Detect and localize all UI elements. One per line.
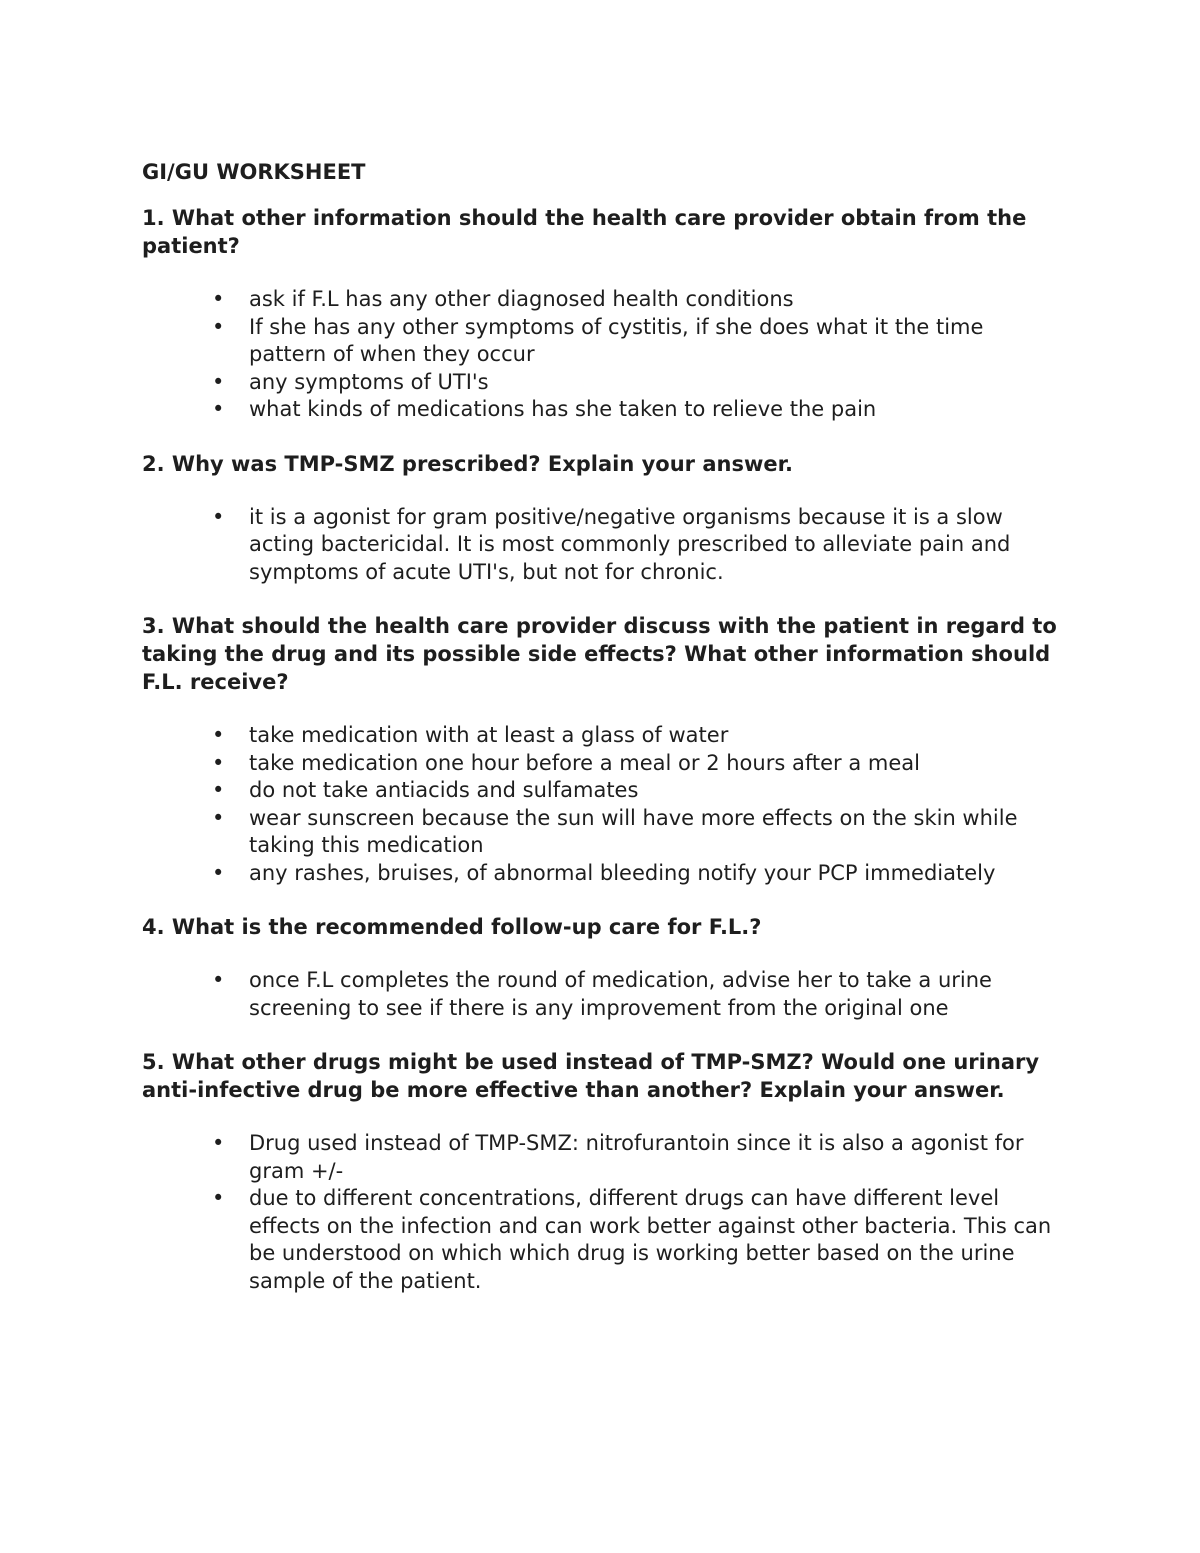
list-item: [142, 750, 1062, 778]
answer-text: take medication with at least a glass of water: [249, 723, 729, 747]
answer-list-2: [142, 504, 1062, 587]
answer-text: take medication one hour before a meal or 2 hours after a meal: [249, 750, 920, 775]
answer-list-5: [142, 1130, 1062, 1295]
bullet-icon: •: [212, 750, 225, 775]
question-4: 4. What is the recommended follow-up care for F.L.?: [142, 915, 762, 939]
bullet-icon: •: [212, 314, 225, 339]
list-item: [142, 396, 1062, 424]
question-5: 5. What other drugs might be used instead of TMP-SMZ? Would one urinary anti-infective drug be more effective than another? Explain your answer.: [142, 1050, 1040, 1102]
question-2: 2. Why was TMP-SMZ prescribed? Explain your answer.: [142, 451, 793, 476]
list-item: [142, 860, 1062, 888]
answer-text: once F.L completes the round of medication, advise her to take a urine screening to see if there is any improvement from the original one: [249, 968, 992, 1020]
section-1: [142, 204, 1062, 424]
list-item: [142, 1130, 1062, 1185]
section-3: [142, 612, 1062, 887]
answer-list-1: [142, 286, 1062, 424]
bullet-icon: •: [212, 860, 225, 885]
answer-text: If she has any other symptoms of cystitis, if she does what it the time pattern of when they occur: [249, 314, 984, 366]
bullet-icon: •: [212, 369, 225, 394]
answer-text: do not take antiacids and sulfamates: [249, 778, 639, 802]
answer-text: any symptoms of UTI's: [249, 369, 489, 394]
answer-text: wear sunscreen because the sun will have more effects on the skin while taking this medication: [249, 805, 1018, 857]
bullet-icon: •: [212, 1186, 225, 1210]
answer-text: due to different concentrations, different drugs can have different level effects on the infection and can work better against other bacteria. This can be understood on which which drug is working better based on the urine sample of the patient.: [249, 1186, 1052, 1293]
bullet-icon: •: [212, 723, 225, 747]
answer-text: Drug used instead of TMP-SMZ: nitrofurantoin since it is also a agonist for gram +/-: [249, 1131, 1024, 1183]
list-item: [142, 369, 1062, 397]
bullet-icon: •: [212, 397, 225, 421]
answer-list-4: [142, 967, 1062, 1022]
answer-list-3: [142, 722, 1062, 887]
question-1: 1. What other information should the health care provider obtain from the patient?: [142, 206, 1027, 258]
bullet-icon: •: [212, 504, 225, 529]
list-item: [142, 967, 1062, 1022]
section-5: [142, 1048, 1062, 1295]
answer-text: ask if F.L has any other diagnosed health conditions: [249, 287, 794, 311]
answer-text: what kinds of medications has she taken to relieve the pain: [249, 397, 877, 421]
list-item: [142, 504, 1062, 587]
list-item: [142, 777, 1062, 805]
answer-text: it is a agonist for gram positive/negative organisms because it is a slow acting bactericidal. It is most commonly prescribed to alleviate pain and symptoms of acute UTI's, but not for chronic.: [249, 504, 1011, 584]
section-2: [142, 450, 1062, 587]
bullet-icon: •: [212, 968, 225, 992]
list-item: [142, 286, 1062, 314]
bullet-icon: •: [212, 287, 225, 311]
bullet-icon: •: [212, 805, 225, 830]
bullet-icon: •: [212, 778, 225, 802]
section-4: [142, 913, 1062, 1022]
document-title: GI/GU WORKSHEET: [142, 160, 366, 184]
list-item: [142, 1185, 1062, 1295]
document-page: [142, 158, 1062, 1321]
list-item: [142, 314, 1062, 369]
bullet-icon: •: [212, 1131, 225, 1155]
list-item: [142, 722, 1062, 750]
answer-text: any rashes, bruises, of abnormal bleeding notify your PCP immediately: [249, 860, 996, 885]
question-3: 3. What should the health care provider discuss with the patient in regard to taking the drug and its possible side effects? What other information should F.L. receive?: [142, 614, 1057, 694]
list-item: [142, 805, 1062, 860]
